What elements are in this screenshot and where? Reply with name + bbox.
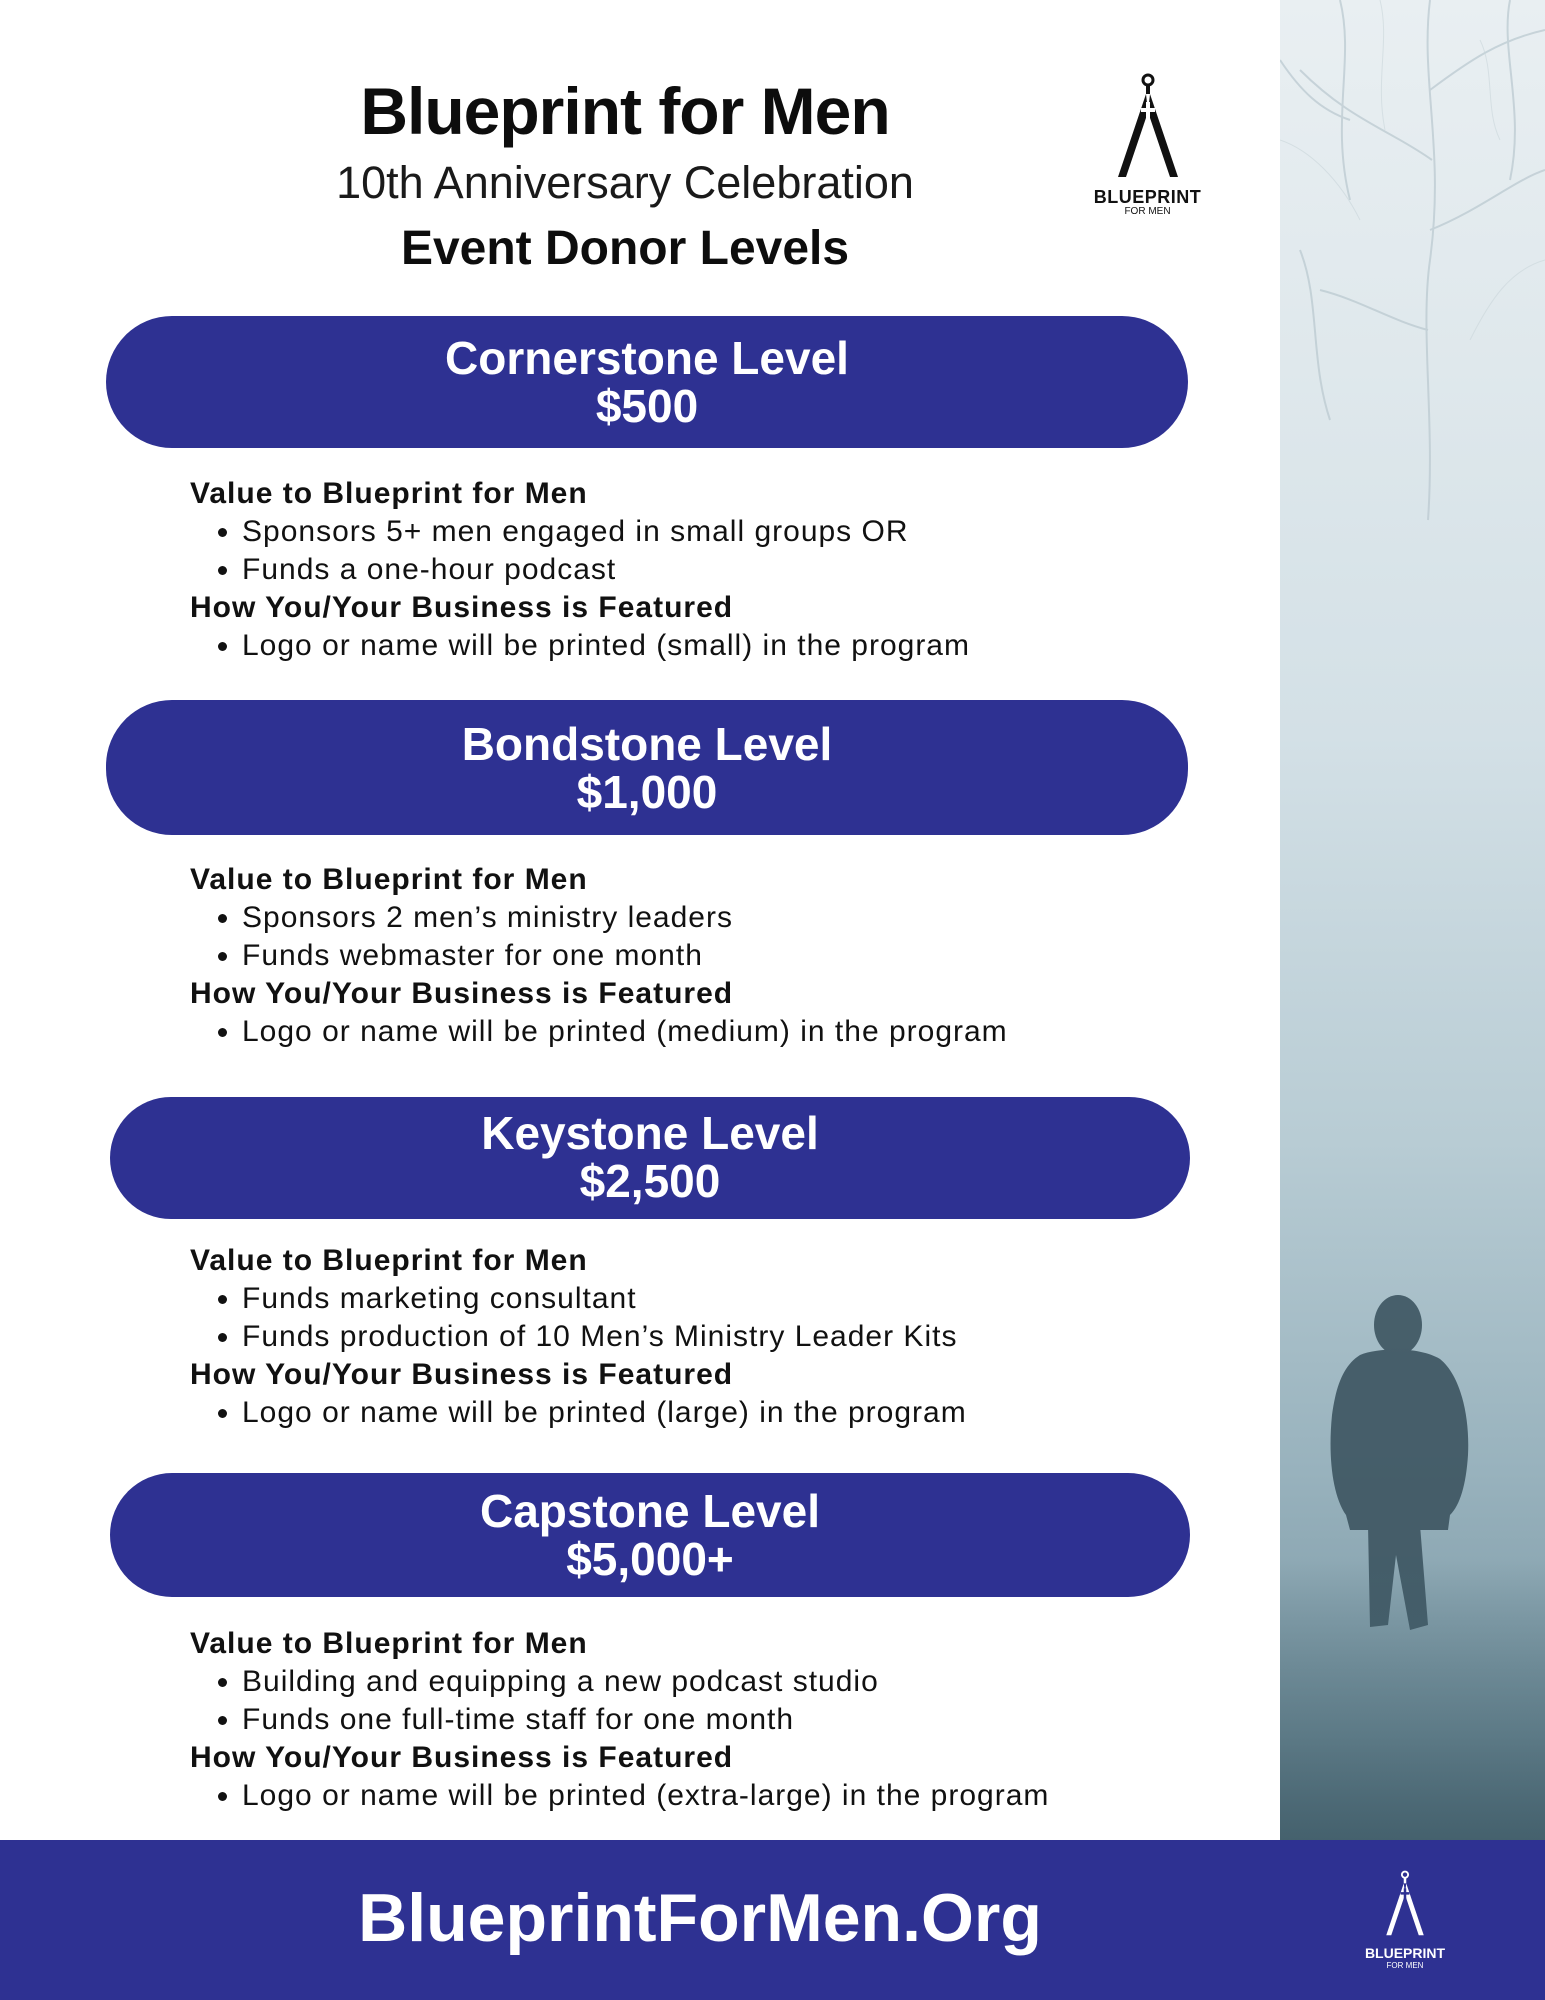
featured-list [190,1013,1190,1051]
logo-tagline: FOR MEN [1124,206,1171,217]
value-list [190,1663,1190,1739]
list-item: • Funds webmaster for one month [242,937,1190,975]
list-item: • Funds a one-hour podcast [242,551,1190,589]
level-details-cornerstone [190,475,1190,665]
list-item: • Logo or name will be printed (extra-large) in the program [242,1777,1190,1815]
list-item: • Funds production of 10 Men’s Ministry Leader Kits [242,1318,1190,1356]
value-heading: Value to Blueprint for Men [190,1627,588,1660]
page-header [0,70,1250,284]
level-name: Keystone Level [481,1107,819,1159]
footer-bar [0,1840,1545,2000]
value-list [190,513,1190,589]
footer-logo [1355,1868,1455,1988]
level-name: Bondstone Level [461,718,833,770]
list-item: • Building and equipping a new podcast studio [242,1663,1190,1701]
list-item: • Logo or name will be printed (medium) in the program [242,1013,1190,1051]
level-amount: $2,500 [579,1155,721,1207]
list-item: • Funds one full-time staff for one month [242,1701,1190,1739]
featured-heading: How You/Your Business is Featured [190,1358,734,1391]
value-list [190,899,1190,975]
misty-forest-photo [1280,0,1545,1840]
level-banner-capstone [110,1473,1190,1597]
list-item: • Logo or name will be printed (large) in the program [242,1394,1190,1432]
page-subtitle: 10th Anniversary Celebration [336,157,914,208]
list-item: • Logo or name will be printed (small) in the program [242,627,1190,665]
featured-list [190,1394,1190,1432]
value-heading: Value to Blueprint for Men [190,477,588,510]
featured-list [190,627,1190,665]
value-list [190,1280,1190,1356]
level-amount: $500 [595,380,699,432]
compass-cross-icon [1380,1868,1430,1940]
level-amount: $5,000+ [566,1533,734,1585]
level-details-bondstone [190,861,1190,1051]
featured-heading: How You/Your Business is Featured [190,1741,734,1774]
bare-tree-branches [1280,0,1545,700]
page-title: Blueprint for Men [360,74,890,148]
logo-wordmark: BLUEPRINT [1093,187,1202,207]
level-banner-bondstone [106,700,1188,835]
donor-levels-heading: Event Donor Levels [400,222,850,275]
level-amount: $1,000 [576,766,718,818]
level-banner-keystone [110,1097,1190,1219]
value-heading: Value to Blueprint for Men [190,1244,588,1277]
featured-heading: How You/Your Business is Featured [190,591,734,624]
level-name: Capstone Level [480,1485,820,1537]
level-name: Cornerstone Level [445,332,849,384]
list-item: • Funds marketing consultant [242,1280,1190,1318]
logo-wordmark: BLUEPRINT [1364,1945,1446,1961]
value-heading: Value to Blueprint for Men [190,863,588,896]
level-banner-cornerstone [106,316,1188,448]
list-item: • Sponsors 5+ men engaged in small groups OR [242,513,1190,551]
level-details-capstone [190,1625,1190,1815]
list-item: • Sponsors 2 men’s ministry leaders [242,899,1190,937]
featured-heading: How You/Your Business is Featured [190,977,734,1010]
logo-tagline: FOR MEN [1386,1961,1424,1970]
foggy-ground [1280,1560,1545,1840]
featured-list [190,1777,1190,1815]
blueprint-logo [1080,72,1215,232]
website-url[interactable]: BlueprintForMen.Org [358,1880,1042,1956]
level-details-keystone [190,1242,1190,1432]
compass-cross-icon [1108,72,1188,182]
